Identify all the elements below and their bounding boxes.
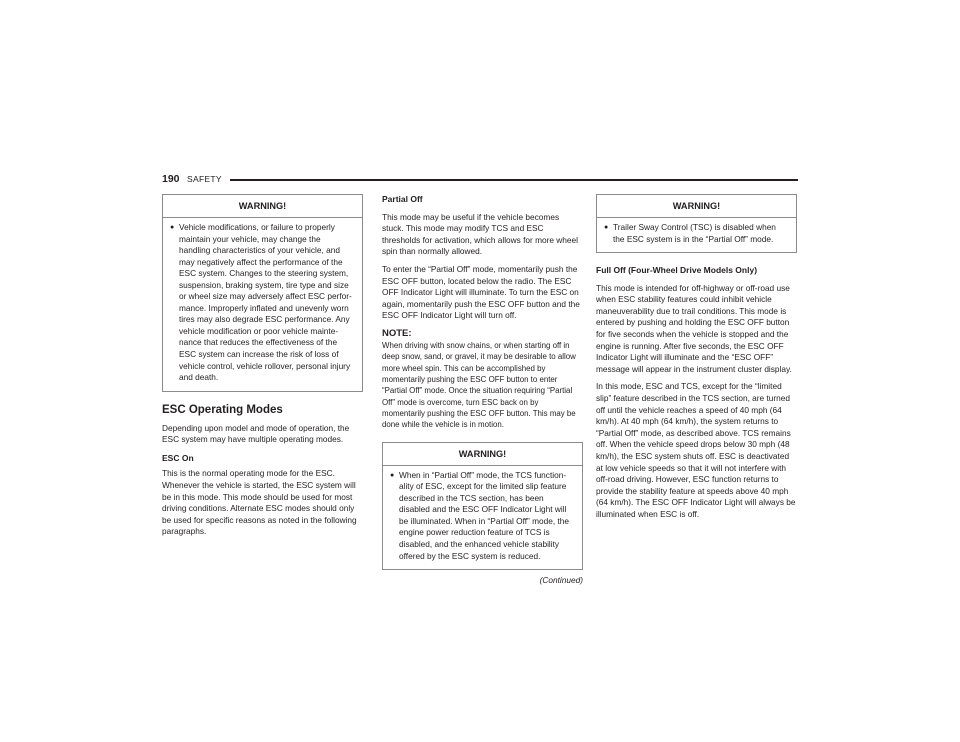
bullet-icon: ● xyxy=(170,224,175,231)
page-number: 190 xyxy=(162,173,180,185)
column-right xyxy=(596,194,797,521)
partial-off-paragraph: This mode may be useful if the vehicle becomes stuck. This mode may modify TCS and ESC thresholds for activation, which allows for more wheel spin than normally allowed. xyxy=(382,211,578,257)
warning-title: WARNING! xyxy=(163,195,362,218)
full-off-heading: Full Off (Four-Wheel Drive Models Only) xyxy=(596,265,758,276)
full-off-paragraph: In this mode, ESC and TCS, except for the “limited slip” feature described in the TCS section, are turned off until the vehicle reaches a speed of 40 mph (64 km/h). At 40 mph (64 km/h), the system returns to “Partial Off” mode, as described above. TCS remains off. When the vehicle speed drops below 30 mph (48 km/h), the ESC system shuts off. ESC is deactivated at low vehicle speeds so that it will not interfere with off-road driving. However, ESC function returns to provide the stability feature at speeds above 40 mph (64 km/h). The ESC OFF Indicator Light will always be illuminated when ESC is off. xyxy=(596,381,796,519)
column-left xyxy=(162,194,363,538)
note-label: NOTE: xyxy=(382,327,412,339)
section-title: SAFETY xyxy=(187,174,222,184)
warning-text: Trailer Sway Control (TSC) is disabled when the ESC system is in the “Partial Off” mode. xyxy=(613,222,776,244)
warning-item xyxy=(391,470,574,562)
warning-text: When in “Partial Off” mode, the TCS function-ality of ESC, except for the limited slip feature described in the TCS section, has been disabled and the ESC OFF Indicator Light will be illuminated. When in “Partial Off” mode, the engine power reduction feature of TCS is disabled, and the enhanced vehicle stability offered by the ESC system is reduced. xyxy=(399,469,570,561)
warning-item xyxy=(171,222,354,384)
warning-box xyxy=(596,194,797,253)
esc-on-heading: ESC On xyxy=(162,452,194,463)
warning-title: WARNING! xyxy=(383,443,582,466)
partial-off-paragraph: To enter the “Partial Off” mode, momentarily push the ESC OFF button, located below the radio. The ESC OFF Indicator Light will illuminate. To turn the ESC on again, momentarily push the ESC OFF button and the ESC OFF Indicator Light will turn off. xyxy=(382,263,580,321)
full-off-paragraph: This mode is intended for off-highway or off-road use when ESC stability features could inhibit vehicle maneuverability due to trail conditions. This mode is entered by pushing and holding the ESC OFF button for five seconds when the vehicle is stopped and the engine is running. After five seconds, the ESC OFF Indicator Light will illuminate and the “ESC OFF” message will appear in the instrument cluster display. xyxy=(596,282,792,374)
note-text: When driving with snow chains, or when starting off in deep snow, sand, or gravel, it may be desirable to allow more wheel spin. This can be accomplished by momentarily pushing the ESC OFF button to enter “Partial Off” mode. Once the situation requiring “Partial Off” mode is overcome, turn ESC back on by momentarily pushing the ESC OFF button. This may be done while the vehicle is in motion. xyxy=(382,340,576,430)
page-header xyxy=(162,172,798,186)
continued-label: (Continued) xyxy=(539,575,583,586)
warning-box xyxy=(382,442,583,570)
bullet-icon: ● xyxy=(390,471,395,479)
intro-paragraph: Depending upon model and mode of operation, the ESC system may have multiple operating modes. xyxy=(162,422,350,445)
warning-item xyxy=(605,222,788,245)
bullet-icon: ● xyxy=(604,224,609,231)
warning-text: Vehicle modifications, or failure to properly maintain your vehicle, may change the handling characteristics of your vehicle, and may negatively affect the performance of the ESC system. Changes to the steering system, suspension, braking system, tire type and size or wheel size may adversely affect ESC perfor-mance. Improperly inflated and unevenly worn tires may also degrade ESC performance. Any vehicle modification or poor vehicle mainte-nance that reduces the effectiveness of the ESC system can increase the risk of loss of vehicle control, vehicle rollover, personal injury and death. xyxy=(179,222,352,383)
esc-on-paragraph: This is the normal operating mode for the ESC. Whenever the vehicle is started, the ESC system will be in this mode. This mode should be used for most driving conditions. Alternate ESC modes should only be used for specific reasons as noted in the following paragraphs. xyxy=(162,468,357,537)
partial-off-heading: Partial Off xyxy=(382,194,423,204)
header-rule xyxy=(230,179,798,181)
section-heading: ESC Operating Modes xyxy=(162,403,283,416)
column-middle xyxy=(382,194,583,586)
warning-box xyxy=(162,194,363,392)
warning-title: WARNING! xyxy=(597,195,796,218)
